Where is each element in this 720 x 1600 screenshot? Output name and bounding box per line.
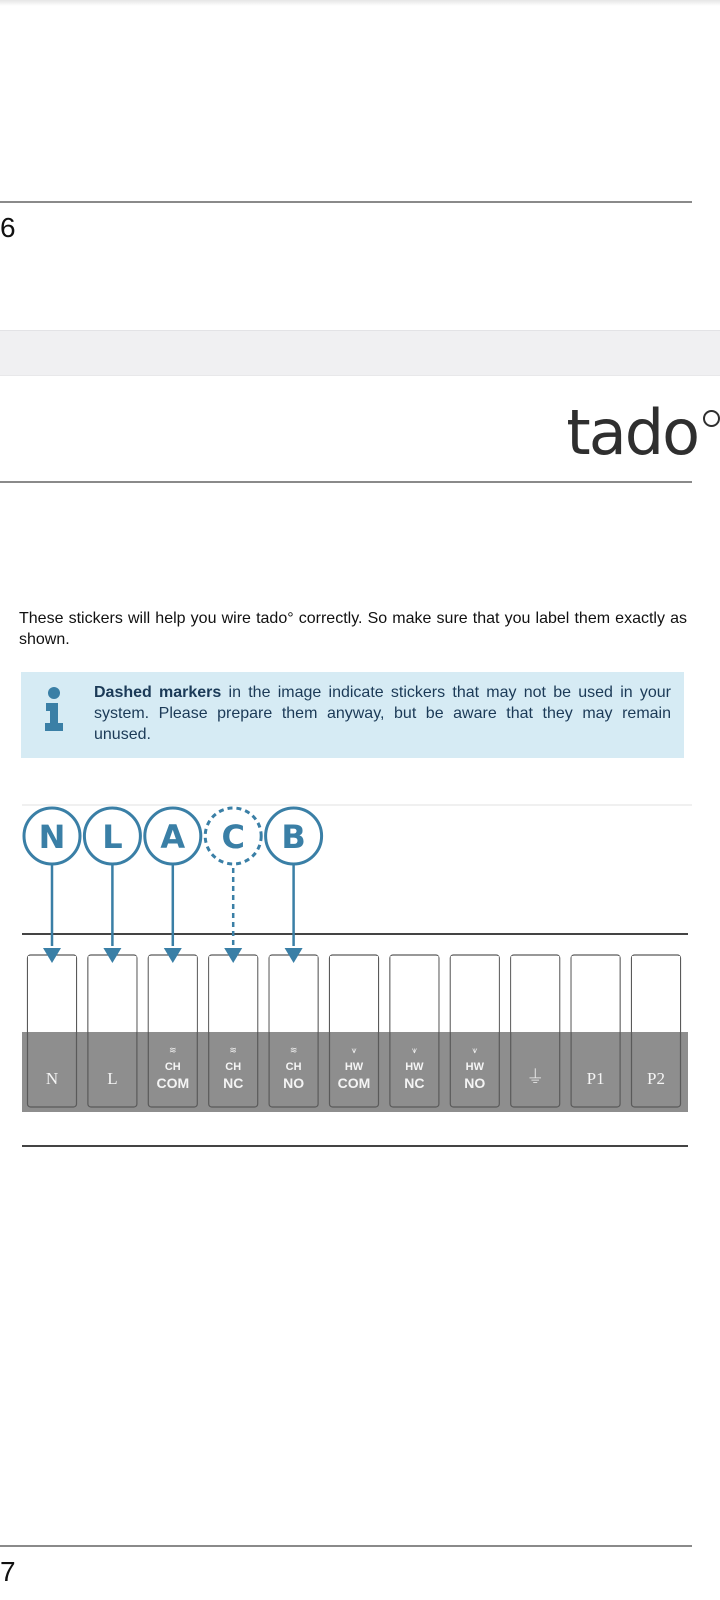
marker-letter: L bbox=[102, 818, 123, 856]
terminal-bottom-label: NC bbox=[223, 1075, 244, 1091]
heat-icon: ≋ bbox=[169, 1045, 177, 1055]
terminal-top-label: HW bbox=[465, 1061, 484, 1073]
tap-icon: ⩛ bbox=[411, 1045, 417, 1055]
terminal-slot-window bbox=[270, 956, 318, 1032]
marker-letter: B bbox=[281, 818, 306, 856]
page-number-next: 7 bbox=[0, 1556, 16, 1587]
terminal-label: P2 bbox=[647, 1069, 665, 1088]
terminal-top-label: HW bbox=[344, 1061, 364, 1073]
page-top-shadow bbox=[0, 0, 720, 6]
terminal-top-label: CH bbox=[225, 1061, 242, 1073]
terminal-slot-window bbox=[390, 956, 438, 1032]
terminal-bottom-label: COM bbox=[156, 1075, 190, 1091]
info-box bbox=[21, 672, 684, 758]
wiring-diagram bbox=[0, 800, 720, 1160]
terminal-slot-window bbox=[28, 956, 76, 1032]
terminal-slot-window bbox=[511, 956, 559, 1032]
info-bold-text: Dashed markers bbox=[94, 684, 222, 701]
page-divider bbox=[0, 201, 692, 203]
terminal-label: P1 bbox=[586, 1069, 605, 1088]
marker-letter: N bbox=[38, 818, 66, 856]
tap-icon: ⩛ bbox=[351, 1045, 357, 1055]
terminal-label: L bbox=[107, 1069, 118, 1088]
page-gap bbox=[0, 330, 720, 376]
terminal-top-label: HW bbox=[405, 1061, 424, 1073]
header-divider bbox=[0, 481, 692, 483]
page-number-prev: 6 bbox=[0, 212, 16, 243]
intro-paragraph: These stickers will help you wire tado° correctly. So make sure that you label them exactly as shown. bbox=[19, 610, 687, 648]
terminal-bottom-label: COM bbox=[337, 1075, 371, 1091]
tap-icon: ⩛ bbox=[472, 1045, 478, 1055]
terminal-bottom-label: NO bbox=[283, 1075, 305, 1091]
terminal-bottom-label: NC bbox=[404, 1075, 425, 1091]
marker-letter: A bbox=[160, 818, 186, 856]
terminal-slot-window bbox=[209, 956, 257, 1032]
terminal-slot-window bbox=[149, 956, 197, 1032]
ground-icon: ⏚ bbox=[526, 1067, 545, 1087]
terminal-top-label: CH bbox=[285, 1061, 302, 1073]
info-body-text: in the image indicate stickers that may not be used in your system. Please prepare them anyway, but be aware that they may remain unused. bbox=[94, 684, 672, 743]
terminal-slot-window bbox=[88, 956, 136, 1032]
heat-icon: ≋ bbox=[289, 1045, 298, 1055]
info-icon bbox=[43, 686, 65, 732]
info-text bbox=[94, 682, 671, 745]
terminal-slot-window bbox=[451, 956, 499, 1032]
terminal-top-label: CH bbox=[164, 1061, 181, 1073]
logo-text: tado bbox=[566, 396, 698, 469]
heat-icon: ≋ bbox=[229, 1045, 237, 1055]
marker-letter: C bbox=[221, 818, 245, 856]
tado-logo bbox=[566, 398, 698, 468]
page-divider bbox=[0, 1545, 692, 1547]
logo-degree-icon bbox=[703, 410, 720, 427]
terminal-label: N bbox=[45, 1069, 59, 1088]
wiring-diagram-svg bbox=[0, 800, 720, 1160]
terminal-slot-window bbox=[572, 956, 620, 1032]
terminal-slot-window bbox=[330, 956, 378, 1032]
terminal-slot-window bbox=[632, 956, 680, 1032]
terminal-bottom-label: NO bbox=[464, 1075, 486, 1091]
